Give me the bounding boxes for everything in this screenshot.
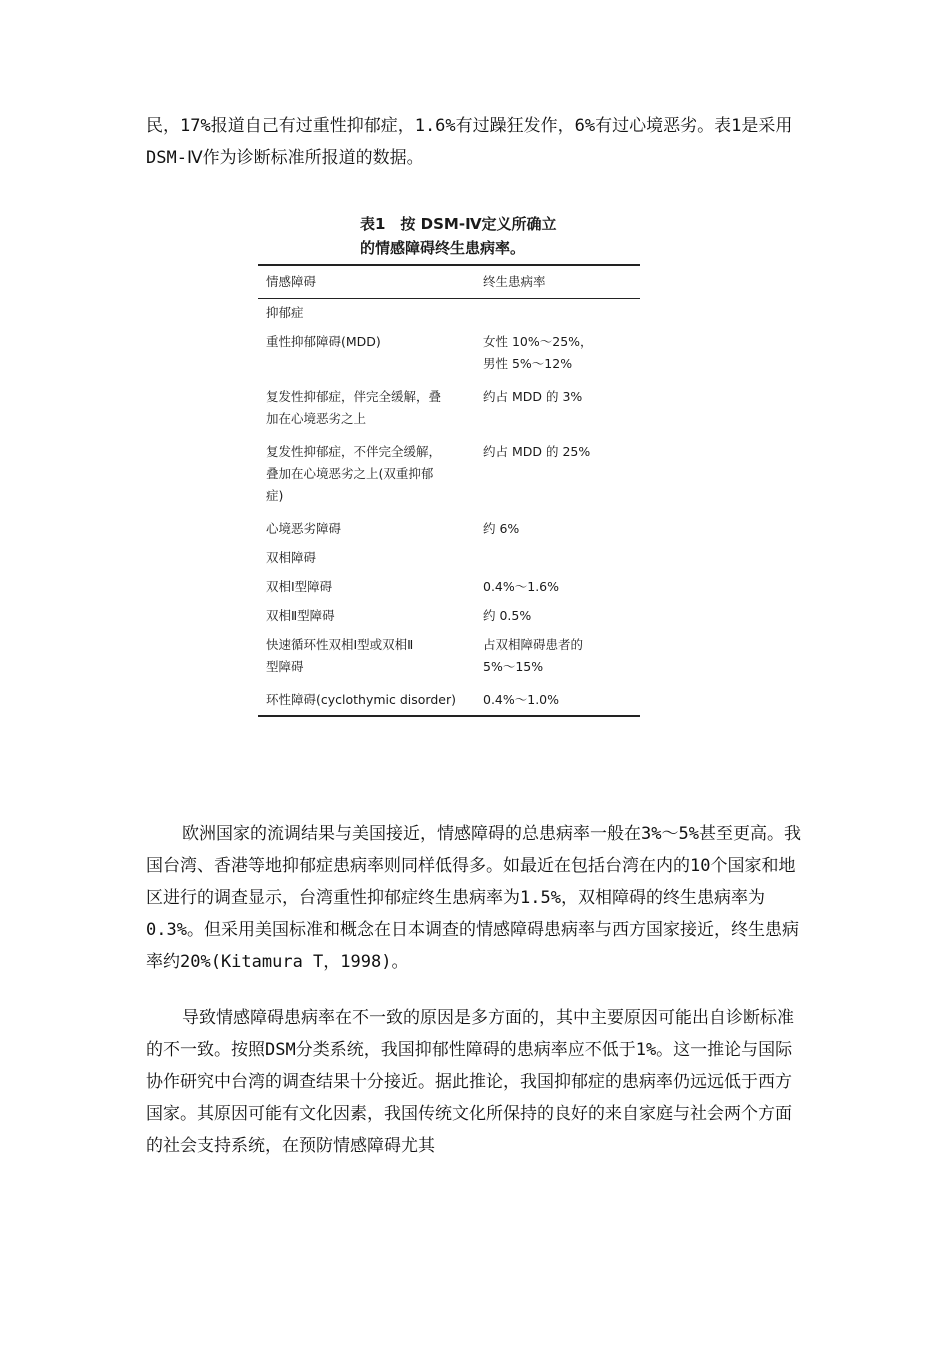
table-row [258, 438, 640, 515]
table-row [258, 631, 640, 686]
table-row [258, 328, 640, 383]
table-cell-disorder: 环性障碍(cyclothymic disorder) [266, 692, 456, 707]
table-cell-prevalence: 女性 10%～25%， 男性 5%～12% [483, 334, 593, 371]
table-caption-line-2: 的情感障碍终生患病率。 [360, 239, 526, 257]
table-caption [258, 212, 644, 260]
table-caption-line-1: 表1 按 DSM-Ⅳ定义所确立 [360, 215, 557, 233]
table-row [258, 383, 640, 438]
paragraph-middle: 欧洲国家的流调结果与美国接近，情感障碍的总患病率一般在3%～5%甚至更高。我国台湾、香港等地抑郁症患病率则同样低得多。如最近在包括台湾在内的10个国家和地区进行的调查显示，台湾重性抑郁症终生患病率为1.5%，双相障碍的终生患病率为0.3%。但采用美国标准和概念在日本调查的情感障碍患病率与西方国家接近，终生患病率约20%(Kitamura T，1998)。 [146, 824, 801, 972]
prevalence-table-figure [258, 212, 644, 717]
table-cell-disorder: 复发性抑郁症，不伴完全缓解， 叠加在心境恶劣之上(双重抑郁 症) [266, 444, 442, 503]
table-cell-prevalence [475, 544, 640, 573]
table-row [258, 544, 640, 573]
table-cell-prevalence: 0.4%～1.0% [483, 692, 560, 707]
table-cell-disorder: 双相障碍 [266, 550, 317, 565]
table-cell-prevalence: 约占 MDD 的 25% [483, 444, 591, 459]
table-header-row [258, 265, 640, 299]
table-cell-prevalence: 约占 MDD 的 3% [483, 389, 583, 404]
table-cell-prevalence: 约 0.5% [483, 608, 532, 623]
table-cell-disorder: 双相Ⅱ型障碍 [266, 608, 335, 623]
table-cell-prevalence: 0.4%～1.6% [483, 579, 560, 594]
table-cell-disorder: 快速循环性双相Ⅰ型或双相Ⅱ 型障碍 [266, 637, 414, 674]
table-row [258, 686, 640, 716]
table-cell-prevalence [475, 299, 640, 329]
table-row [258, 515, 640, 544]
table-cell-disorder: 复发性抑郁症，伴完全缓解，叠 加在心境恶劣之上 [266, 389, 442, 426]
table-cell-prevalence: 占双相障碍患者的 5%～15% [483, 637, 584, 674]
table-header-disorder: 情感障碍 [266, 274, 317, 289]
paragraph-bottom: 导致情感障碍患病率在不一致的原因是多方面的，其中主要原因可能出自诊断标准的不一致。按照DSM分类系统，我国抑郁性障碍的患病率应不低于1%。这一推论与国际协作研究中台湾的调查结果十分接近。据此推论，我国抑郁症的患病率仍远远低于西方国家。其原因可能有文化因素，我国传统文化所保持的良好的来自家庭与社会两个方面的社会支持系统，在预防情感障碍尤其 [146, 1008, 794, 1156]
table-row [258, 602, 640, 631]
paragraph-top: 民，17%报道自己有过重性抑郁症，1.6%有过躁狂发作，6%有过心境恶劣。表1是采用DSM-Ⅳ作为诊断标准所报道的数据。 [146, 116, 793, 168]
prevalence-table [258, 264, 640, 717]
table-row [258, 573, 640, 602]
table-header-prevalence: 终生患病率 [483, 274, 546, 289]
table-row [258, 299, 640, 329]
table-cell-disorder: 抑郁症 [266, 305, 304, 320]
table-cell-prevalence: 约 6% [483, 521, 520, 536]
table-cell-disorder: 双相Ⅰ型障碍 [266, 579, 333, 594]
table-cell-disorder: 重性抑郁障碍(MDD) [266, 334, 381, 349]
table-cell-disorder: 心境恶劣障碍 [266, 521, 342, 536]
